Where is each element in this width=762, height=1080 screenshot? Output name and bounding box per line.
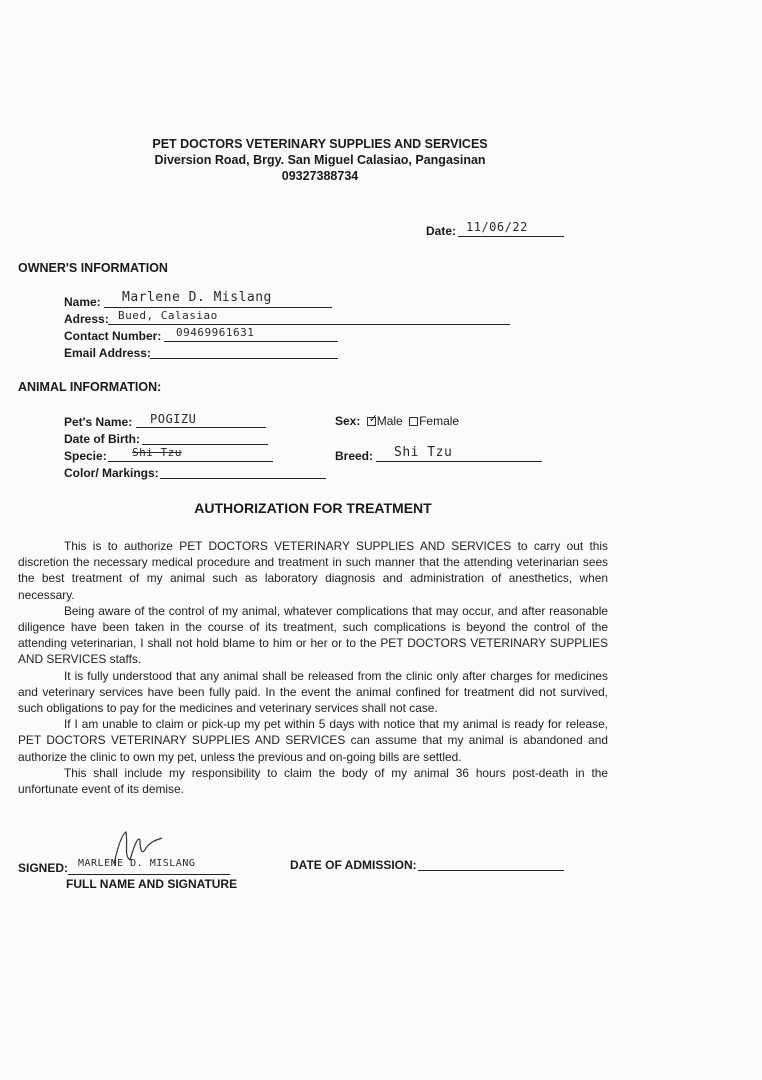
authorization-body bbox=[18, 538, 608, 797]
owner-address-label: Adress: bbox=[64, 312, 109, 326]
authorization-paragraph: Being aware of the control of my animal, whatever complications that may occur, and after reasonable diligence have been taken in the course of its treatment, such complications is beyond the control of the attending veterinarian, I shall not hold blame to him or her or to the PET DOCTORS VETERINARY SUPPLIES AND SERVICES staffs. bbox=[18, 603, 608, 667]
specie-line bbox=[108, 461, 273, 462]
owner-email-label: Email Address: bbox=[64, 346, 151, 360]
owner-email-line bbox=[150, 358, 338, 359]
animal-section-title: ANIMAL INFORMATION: bbox=[18, 380, 162, 394]
color-label: Color/ Markings: bbox=[64, 466, 159, 480]
signed-label: SIGNED: bbox=[18, 861, 69, 875]
signature-line bbox=[68, 874, 230, 875]
authorization-paragraph: It is fully understood that any animal shall be released from the clinic only after charges for medicines and veterinary services have been fully paid. In the event the animal confined for treatment did not survived, such obligations to pay for the medicines and veterinary services shall not case. bbox=[18, 668, 608, 716]
male-checkbox[interactable] bbox=[367, 413, 378, 426]
authorization-title: AUTHORIZATION FOR TREATMENT bbox=[194, 500, 432, 516]
admission-line bbox=[418, 870, 564, 871]
admission-label: DATE OF ADMISSION: bbox=[290, 858, 417, 872]
authorization-paragraph: If I am unable to claim or pick-up my pet within 5 days with notice that my animal is ready for release, PET DOCTORS VETERINARY SUPPLIES AND SERVICES can assume that my animal is abandoned and authorize the clinic to own my pet, unless the previous and on-going bills are settled. bbox=[18, 717, 608, 764]
dob-line bbox=[142, 444, 268, 445]
owner-name-value[interactable]: Marlene D. Mislang bbox=[122, 290, 272, 305]
date-value[interactable]: 11/06/22 bbox=[466, 220, 528, 234]
owner-name-label: Name: bbox=[64, 295, 101, 309]
sex-male-label: Male bbox=[376, 414, 403, 428]
company-name: PET DOCTORS VETERINARY SUPPLIES AND SERVICES bbox=[152, 137, 488, 151]
owner-contact-line bbox=[164, 341, 338, 342]
specie-value[interactable]: Shi Tzu bbox=[132, 446, 182, 459]
letterhead bbox=[0, 136, 640, 184]
dob-label: Date of Birth: bbox=[64, 432, 140, 446]
sex-female-label: Female bbox=[419, 414, 460, 428]
owner-address-line bbox=[108, 324, 510, 325]
breed-value[interactable]: Shi Tzu bbox=[394, 445, 453, 460]
signed-name-value[interactable]: MARLENE D. MISLANG bbox=[78, 858, 196, 869]
signature-caption: FULL NAME AND SIGNATURE bbox=[66, 877, 238, 891]
company-phone: 09327388734 bbox=[281, 169, 359, 183]
date-line bbox=[458, 236, 564, 237]
authorization-paragraph: This is to authorize PET DOCTORS VETERINARY SUPPLIES AND SERVICES to carry out this discretion the necessary medical procedure and treatment in such manner that the attending veterinarian sees the best treatment of my animal such as laboratory diagnosis and administration of anesthetics, when necessary. bbox=[18, 539, 608, 602]
pet-name-value[interactable]: POGIZU bbox=[150, 412, 197, 426]
owner-name-line bbox=[104, 307, 332, 308]
pet-name-label: Pet's Name: bbox=[64, 415, 133, 429]
authorization-paragraph: This shall include my responsibility to claim the body of my animal 36 hours post-death in the unfortunate event of its demise. bbox=[18, 765, 608, 797]
sex-label: Sex: bbox=[335, 414, 361, 428]
owner-section-title: OWNER'S INFORMATION bbox=[18, 261, 168, 275]
owner-contact-label: Contact Number: bbox=[64, 329, 162, 343]
breed-line bbox=[376, 461, 542, 462]
color-line bbox=[160, 478, 326, 479]
specie-label: Specie: bbox=[64, 449, 107, 463]
owner-address-value[interactable]: Bued, Calasiao bbox=[118, 309, 218, 322]
owner-contact-value[interactable]: 09469961631 bbox=[176, 326, 255, 339]
female-checkbox[interactable] bbox=[409, 417, 418, 426]
company-address: Diversion Road, Brgy. San Miguel Calasiao, Pangasinan bbox=[154, 153, 486, 167]
check-mark-icon: ✓ bbox=[368, 413, 378, 426]
breed-label: Breed: bbox=[335, 449, 374, 463]
date-label: Date: bbox=[426, 224, 457, 238]
pet-name-line bbox=[136, 427, 266, 428]
sex-field bbox=[335, 414, 459, 428]
